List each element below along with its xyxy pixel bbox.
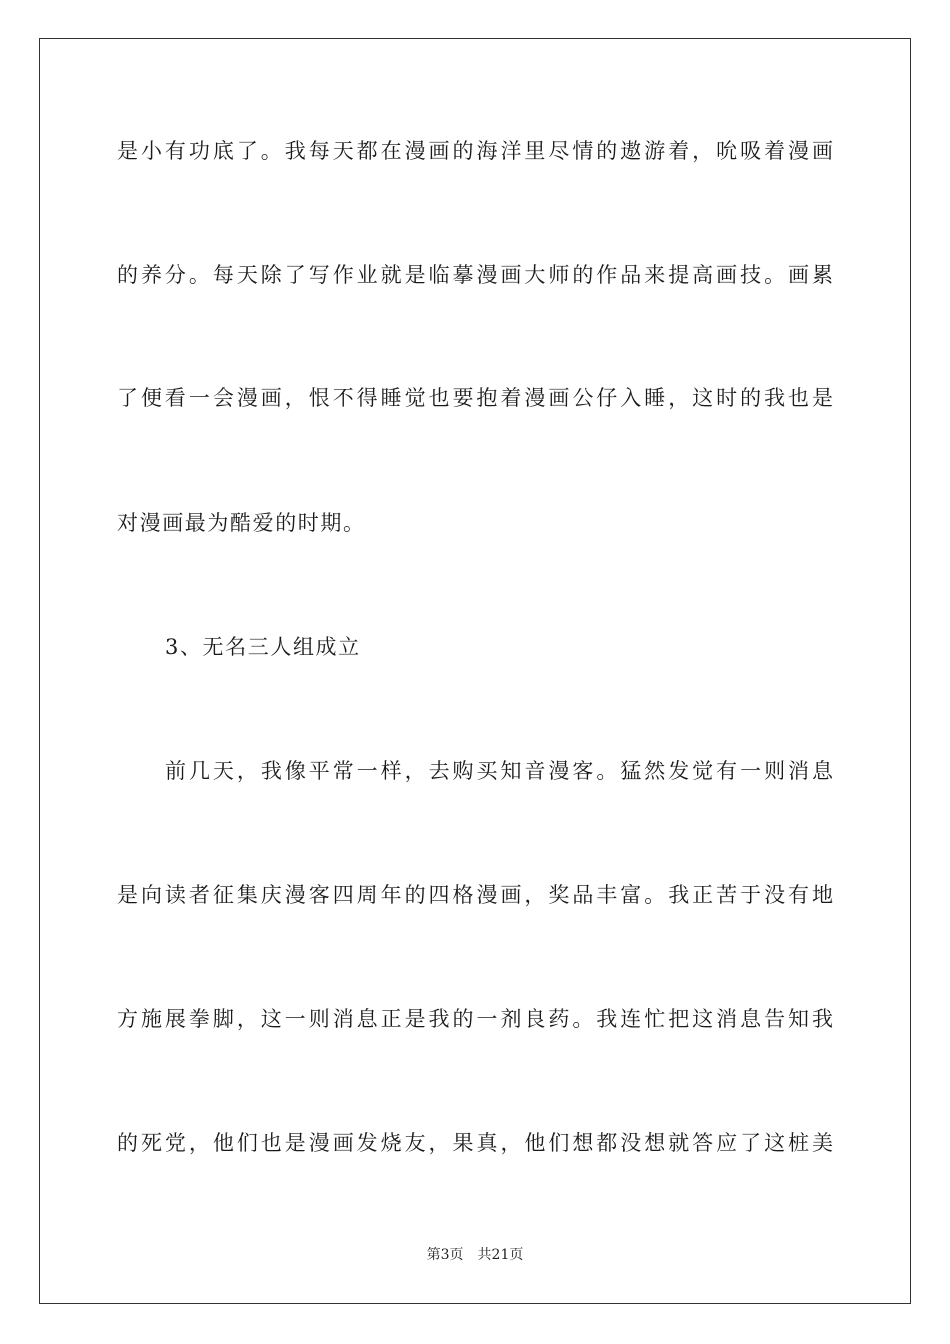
paragraph-line: 了便看一会漫画，恨不得睡觉也要抱着漫画公仔入睡，这时的我也是 [117,386,833,410]
paragraph-line: 前几天，我像平常一样，去购买知音漫客。猛然发觉有一则消息 [165,759,833,783]
paragraph-line: 是向读者征集庆漫客四周年的四格漫画，奖品丰富。我正苦于没有地 [117,883,833,907]
paragraph-line: 的死党，他们也是漫画发烧友，果真，他们想都没想就答应了这桩美 [117,1131,833,1155]
page-footer [0,1245,950,1265]
paragraph-line: 方施展拳脚，这一则消息正是我的一剂良药。我连忙把这消息告知我 [117,1007,833,1031]
section-heading: 3、无名三人组成立 [165,635,361,659]
paragraph-line: 的养分。每天除了写作业就是临摹漫画大师的作品来提高画技。画累 [117,263,833,287]
paragraph-line: 是小有功底了。我每天都在漫画的海洋里尽情的遨游着，吮吸着漫画 [117,139,833,163]
page-number: 第3页 [426,1247,464,1263]
page-border [39,38,911,1304]
page-total: 共21页 [477,1247,524,1263]
paragraph-line: 对漫画最为酷爱的时期。 [117,511,366,535]
